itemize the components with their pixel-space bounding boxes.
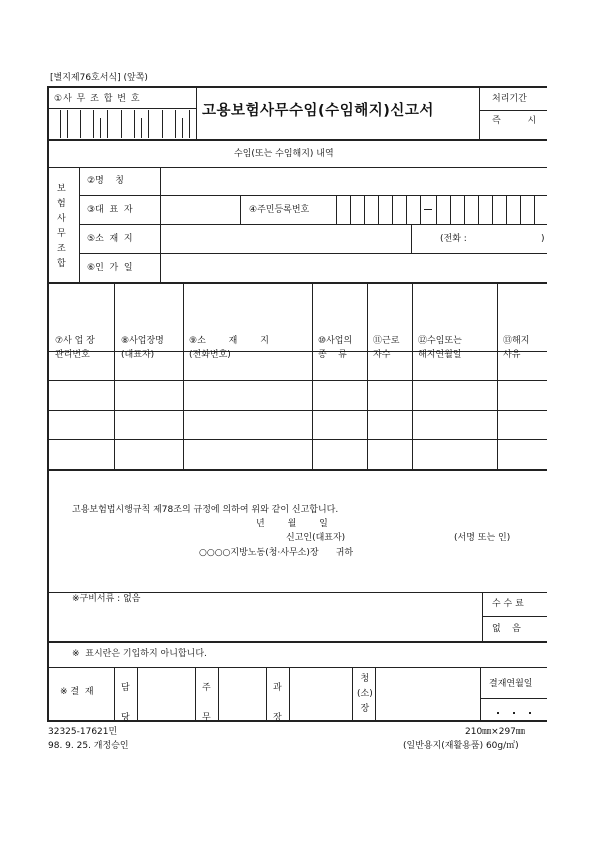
representative-label: ③대 표 자 <box>87 205 133 215</box>
header-business-type: ⑩사업의 종 류 <box>318 336 353 360</box>
footer-size: 210㎜×297㎜ <box>465 727 525 737</box>
frame-left <box>47 86 49 720</box>
header-location: ⑨소 재 지 (전화번호) <box>189 336 269 360</box>
processing-period-label: 처리기간 <box>492 94 527 104</box>
notice-text: ※ 표시란은 기입하지 아니합니다. <box>72 649 207 659</box>
approval-col-officer: 주 무 <box>202 683 211 723</box>
name-label: ②명 칭 <box>87 176 124 186</box>
footer-paper: (일반용지(재활용품) 60g/㎡) <box>403 741 519 751</box>
approval-label: ※ 결 재 <box>60 687 94 697</box>
header-commission-date: ⑫수임또는 해지연월일 <box>418 336 462 360</box>
reporter-label: 신고인(대표자) <box>286 533 346 543</box>
fee-value: 없 음 <box>492 624 521 634</box>
header-worker-count: ⑪근로 자수 <box>373 336 400 360</box>
footer-revision: 98. 9. 25. 개정승인 <box>48 741 129 751</box>
processing-period-value: 즉 시 <box>492 116 549 126</box>
header-termination-reason: ⑬해지 사유 <box>503 336 530 360</box>
approval-col-director: 청 (소) 장 <box>357 674 373 714</box>
approval-col-section-chief: 과 장 <box>273 683 282 723</box>
resident-number-label: ④주민등록번호 <box>249 205 310 215</box>
declaration-statement: 고용보험법시행규칙 제78조의 규정에 의하여 위와 같이 신고합니다. <box>72 505 339 515</box>
phone-label: (전화 : <box>440 234 467 244</box>
approval-col-staff: 담 당 <box>121 683 130 723</box>
office-number-label: ①사 무 조 합 번 호 <box>54 94 141 104</box>
phone-close: ) <box>541 234 545 244</box>
fee-label: 수 수 료 <box>492 599 524 609</box>
address-label: ⑤소 재 지 <box>87 234 133 244</box>
signature-label: (서명 또는 인) <box>454 533 511 543</box>
approval-date-label: ⑥인 가 일 <box>87 263 133 273</box>
form-number: [별지제76호서식] (앞쪽) <box>50 73 148 83</box>
declaration-date: 년 월 일 <box>256 519 328 529</box>
footer-code: 32325-17621민 <box>48 727 118 737</box>
form-title: 고용보험사무수임(수임해지)신고서 <box>202 103 434 119</box>
frame-top <box>47 86 547 88</box>
header-workplace-no: ⑦사 업 장 관리번호 <box>55 336 95 360</box>
approval-date-header: 결재연월일 <box>489 679 533 689</box>
attachments-label: ※구비서류 : 없음 <box>72 594 141 604</box>
addressee: ○○○○지방노동(청·사무소)장 귀하 <box>199 548 354 558</box>
section-title: 수임(또는 수임해지) 내역 <box>234 149 334 159</box>
header-workplace-name: ⑧사업장명 (대표자) <box>121 336 164 360</box>
